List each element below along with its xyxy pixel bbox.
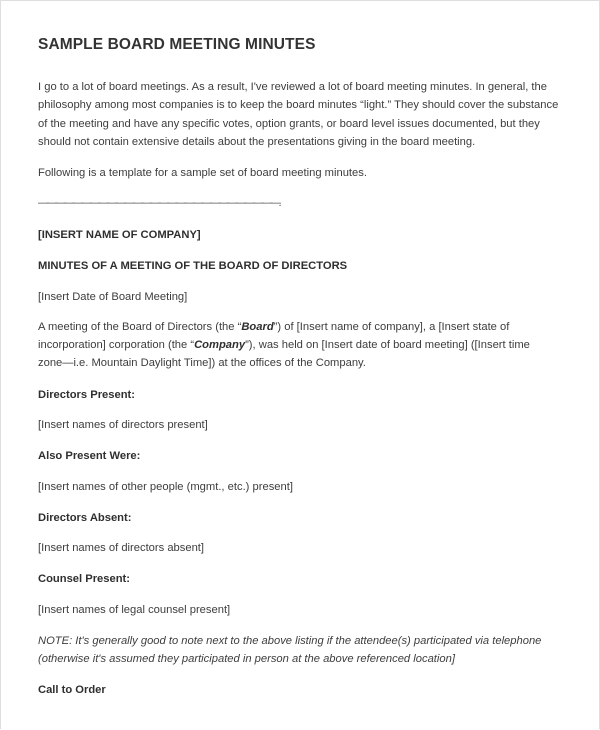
meeting-text: incorporation] corporation (the “	[38, 339, 195, 351]
company-term: Company	[194, 339, 246, 351]
meeting-date-placeholder: [Insert Date of Board Meeting]	[38, 291, 188, 303]
intro-line-2: philosophy among most companies is to keep the board minutes “light.” They should cover the substance	[38, 99, 559, 111]
call-to-order-heading: Call to Order	[38, 684, 106, 696]
document-title: SAMPLE BOARD MEETING MINUTES	[38, 36, 316, 53]
also-present-label: Also Present Were:	[38, 450, 141, 462]
directors-absent-label: Directors Absent:	[38, 512, 132, 524]
intro-line-4: should not contain extensive details about the presentations giving in the board meeting.	[38, 136, 476, 148]
meeting-text: A meeting of the Board of Directors (the “	[38, 321, 242, 333]
meeting-text: ”) of [Insert name of company], a [Insert state of	[273, 321, 510, 333]
board-term: Board	[241, 321, 274, 333]
company-name-placeholder: [INSERT NAME OF COMPANY]	[38, 229, 201, 241]
intro-line-1: I go to a lot of board meetings. As a result, I've reviewed a lot of board meeting minutes. In general, the	[38, 81, 547, 93]
meeting-paragraph-line-2	[38, 337, 530, 353]
directors-present-value: [Insert names of directors present]	[38, 419, 208, 431]
directors-present-label: Directors Present:	[38, 389, 135, 401]
minutes-heading: MINUTES OF A MEETING OF THE BOARD OF DIRECTORS	[38, 260, 348, 272]
meeting-text: ”), was held on [Insert date of board meeting] ([Insert time	[245, 339, 530, 351]
separator-line: ————————————————————————————.	[38, 197, 279, 209]
template-intro: Following is a template for a sample set of board meeting minutes.	[38, 167, 367, 179]
intro-line-3: of the meeting and have any specific votes, option grants, or board level issues documented, but they	[38, 118, 540, 130]
also-present-value: [Insert names of other people (mgmt., etc.) present]	[38, 481, 293, 493]
note-line-1: NOTE: It's generally good to note next to the above listing if the attendee(s) participated via telephone	[38, 635, 542, 647]
meeting-paragraph-line-1	[38, 319, 509, 335]
counsel-present-label: Counsel Present:	[38, 573, 131, 585]
counsel-present-value: [Insert names of legal counsel present]	[38, 604, 231, 616]
directors-absent-value: [Insert names of directors absent]	[38, 542, 205, 554]
meeting-paragraph-line-3: zone—i.e. Mountain Daylight Time]) at the offices of the Company.	[38, 357, 366, 369]
note-line-2: (otherwise it's assumed they participated in person at the above referenced location]	[38, 653, 455, 665]
